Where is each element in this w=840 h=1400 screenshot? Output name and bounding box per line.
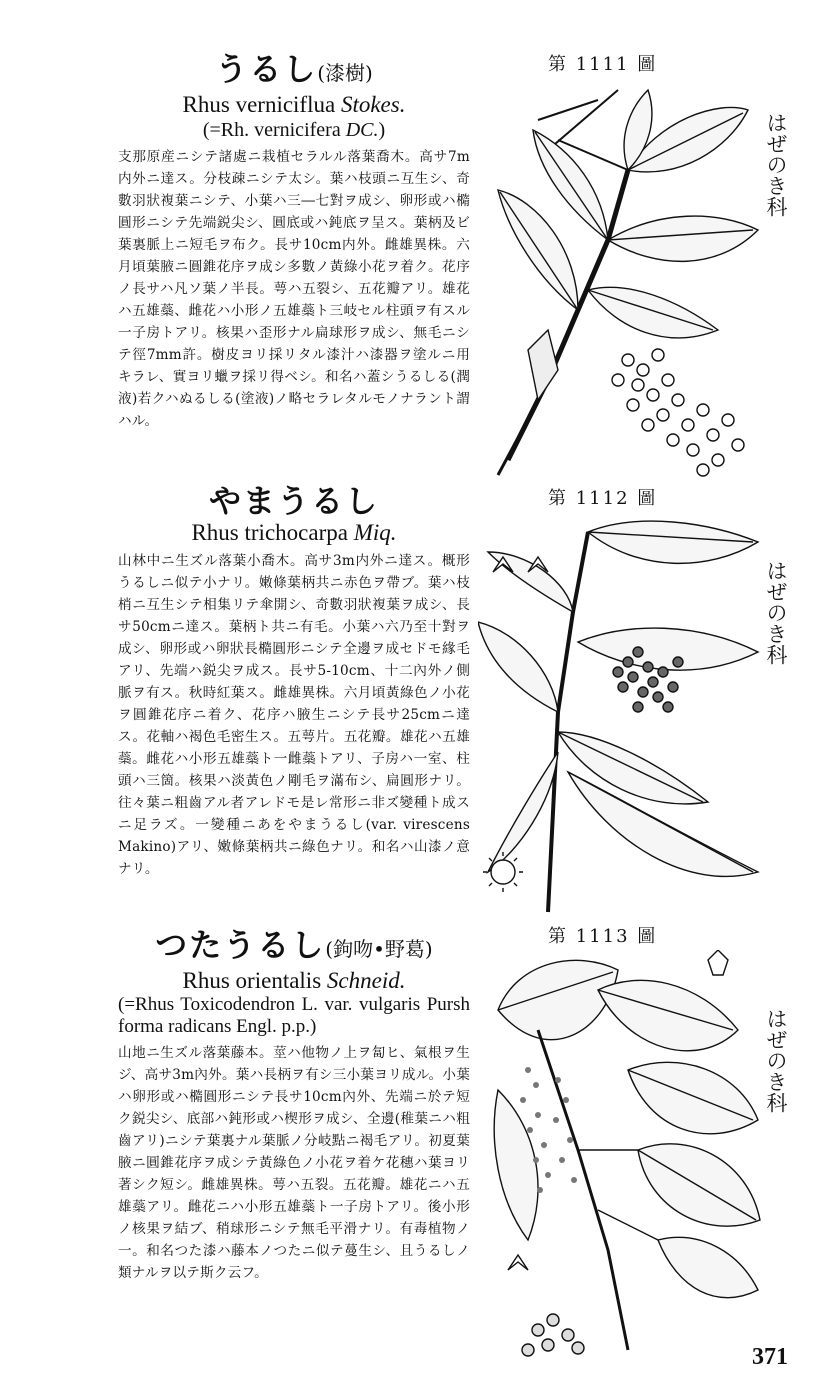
japanese-name-text: つたうるし (155, 926, 326, 964)
scientific-name-text: Rhus verniciflua (182, 92, 336, 117)
figure-label: 第 1111 圖 (548, 54, 658, 75)
entry-urushi (118, 50, 470, 432)
scientific-name-text: Rhus trichocarpa (191, 520, 348, 545)
synonym (118, 118, 470, 142)
family-label: はぜのき科 (764, 1008, 788, 1113)
scientific-author: Miq. (353, 520, 397, 545)
plant-illustration (478, 512, 764, 920)
entry-yamaurushi (118, 482, 470, 880)
japanese-name (118, 926, 470, 968)
family-label: はぜのき科 (764, 560, 788, 665)
scientific-name (118, 520, 470, 546)
scientific-author: Schneid. (326, 968, 406, 993)
page-number: 371 (752, 1344, 788, 1370)
synonym-text: (=Rh. vernicifera (202, 119, 346, 141)
alternate-name: (鉤吻•野葛) (325, 937, 433, 961)
alternate-name: (漆樹) (317, 61, 373, 85)
japanese-name (118, 50, 470, 92)
plant-illustration (478, 950, 764, 1368)
plant-illustration (478, 80, 764, 480)
scientific-author: Stokes. (340, 92, 406, 117)
synonym-author: DC. (345, 119, 379, 141)
scientific-name-text: Rhus orientalis (182, 968, 322, 993)
scientific-name (118, 968, 470, 994)
japanese-name-text: うるし (215, 50, 318, 88)
description: 支那原産ニシテ諸處ニ栽植セラルル落葉喬木。高サ7m内外ニ達ス。分枝疎ニシテ太シ。葉ハ枝頭ニ互生シ、奇數羽狀複葉ニシテ、小葉ハ三―七對ヲ成シ、卵形或ハ橢圓形ニシテ先端鋭尖シ、圓底或ハ鈍底ヲ呈ス。葉柄及ビ葉裏脈上ニ短毛ヲ布ク。長サ10cm内外。雌雄異株。六月頃葉腋ニ圓錐花序ヲ成シ多數ノ黃綠小花ヲ着ク。花序ノ長サハ凡ソ葉ノ半長。萼ハ五裂シ、五花瓣アリ。雄花ハ五雄蘂、雌花ハ小形ノ五雄蘂ト三岐セル柱頭ヲ有スル一子房トアリ。核果ハ歪形ナル扁球形ヲ成シ、無毛ニシテ徑7mm許。樹皮ヨリ採リタル漆汁ハ漆器ヲ塗ルニ用キラレ、實ヨリ蠟ヲ採リ得ベシ。和名ハ蓋シうるしる(潤液)若クハぬるしる(塗液)ノ略セラレタルモノナラント謂ハル。 (118, 149, 470, 429)
japanese-name: やまうるし (208, 482, 379, 520)
synonym-close: ) (378, 119, 386, 141)
figure-label: 第 1112 圖 (548, 488, 658, 509)
description: 山地ニ生ズル落葉藤本。莖ハ他物ノ上ヲ匐ヒ、氣根ヲ生ジ、高サ3m內外。葉ハ長柄ヲ有シ三小葉ヨリ成ル。小葉ハ卵形或ハ橢圓形ニシテ長サ10cm內外、先端ニ於テ短ク鋭尖シ、底部ハ鈍形或ハ楔形ヲ成シ、全邊(稚葉ニハ粗齒アリ)ニシテ葉裏ナル葉脈ノ分岐點ニ褐毛アリ。初夏葉腋ニ圓錐花序ヲ成シテ黃綠色ノ小花ヲ着ケ花穗ハ葉ヨリ著シク短シ。雌雄異株。萼ハ五裂。五花瓣。雄花ニハ五雄蘂アリ。雌花ニハ小形五雄蘂ト一子房トアリ。後小形ノ核果ヲ結ブ、稍球形ニシテ無毛平滑ナリ。有毒植物ノ一。和名つた漆ハ藤本ノつたニ似テ蔓生シ、且うるしノ類ナルヲ以テ斯ク云フ。 (118, 1045, 470, 1281)
entry-tsutaurushi (118, 926, 470, 1284)
description: 山林中ニ生ズル落葉小喬木。高サ3m内外ニ達ス。概形うるしニ似テ小ナリ。嫩條葉柄共ニ赤色ヲ帶ブ。葉ハ枝梢ニ互生シテ相集リテ傘開シ、奇數羽狀複葉ヲ成シ、長サ50cmニ達ス。葉柄ト共ニ有毛。小葉ハ六乃至十對ヲ成シ、卵形或ハ卵狀長橢圓形ニシテ全邊ヲ成セドモ緣毛アリ、先端ハ鋭尖ヲ成ス。長サ5-10cm、十二內外ノ側脈ヲ有ス。秋時紅葉ス。雌雄異株。六月頃黃綠色ノ小花ヲ圓錐花序ニ着ク、花序ハ腋生ニシテ長サ25cmニ達ス。花軸ハ褐色毛密生ス。五萼片。五花瓣。雄花ハ五雄蘂。雌花ハ小形五雄蘂ト一雌蘂トアリ、子房ハ一室、柱頭ハ三箇。核果ハ淡黃色ノ剛毛ヲ滿布シ、扁圓形ナリ。往々葉ニ粗齒アル者アレドモ是レ常形ニ非ズ變種ト成スニ足ラズ。一變種ニあをやまうるし(var. virescens Makino)アリ、嫩條葉柄共ニ綠色ナリ。和名ハ山漆ノ意ナリ。 (118, 553, 470, 877)
family-label: はぜのき科 (764, 112, 788, 217)
scientific-name (118, 92, 470, 118)
figure-label: 第 1113 圖 (548, 926, 658, 947)
synonym: (=Rhus Toxicodendron L. var. vulgaris Pursh forma radicans Engl. p.p.) (118, 994, 470, 1037)
